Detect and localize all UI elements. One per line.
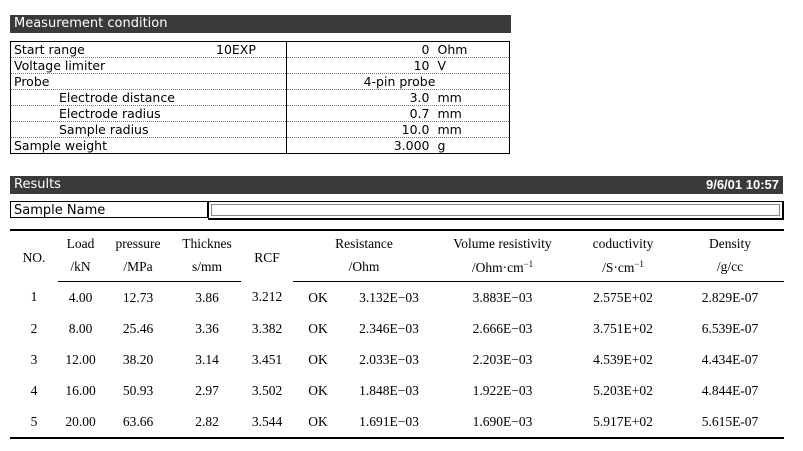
sample-weight-unit: g	[437, 138, 446, 153]
cell-density: 4.434E-07	[701, 351, 759, 367]
cell-status: OK	[308, 351, 328, 367]
col-thickness: Thicknes	[173, 230, 241, 254]
cell-resistance: 3.132E−03	[359, 289, 419, 305]
electrode-radius-unit: mm	[437, 106, 462, 121]
col-density-unit: /g/cc	[676, 254, 784, 282]
sample-name-input-field[interactable]	[211, 204, 780, 216]
electrode-distance-row	[11, 90, 510, 106]
start-range-label-cell	[11, 42, 287, 58]
cell-rcf: 3.451	[251, 351, 283, 367]
sample-radius-row	[11, 122, 510, 138]
cell-density: 5.615E-07	[676, 406, 784, 438]
cell-resistance: 2.033E−03	[359, 351, 419, 367]
electrode-distance-value: 3.0	[409, 90, 430, 105]
electrode-distance-value-cell	[287, 90, 510, 106]
measurement-condition-table	[10, 41, 510, 154]
results-table	[10, 229, 784, 439]
cell-conductivity: 3.751E+02	[593, 320, 653, 336]
cell-volume-resistivity: 1.690E−03	[435, 406, 570, 438]
table-row	[10, 406, 784, 438]
cell-conductivity: 5.917E+02	[570, 406, 676, 438]
col-resistance-unit: /Ohm	[293, 254, 435, 282]
probe-row	[11, 74, 510, 90]
voltage-limiter-value-cell	[287, 58, 510, 74]
cell-rcf: 3.544	[241, 406, 293, 438]
sample-name-input[interactable]	[208, 201, 784, 220]
cell-density: 6.539E-07	[701, 320, 759, 336]
col-volume-resistivity-unit: /Ohm·cm	[471, 259, 524, 275]
cell-conductivity: 4.539E+02	[593, 351, 653, 367]
cell-volume-resistivity: 2.203E−03	[472, 351, 533, 367]
sample-name-label: Sample Name	[10, 201, 208, 218]
voltage-limiter-unit: V	[437, 58, 447, 73]
results-header	[10, 176, 783, 194]
col-resistance: Resistance	[293, 230, 435, 254]
cell-status: OK	[293, 406, 343, 438]
cell-pressure: 38.20	[122, 351, 154, 367]
col-conductivity-unit: /S·cm	[602, 259, 635, 275]
cell-status: OK	[308, 320, 328, 336]
cell-rcf: 3.502	[251, 382, 283, 398]
cell-rcf: 3.212	[251, 289, 283, 305]
col-conductivity-exp: −1	[634, 258, 644, 269]
sample-radius-value: 10.0	[401, 122, 430, 137]
table-row	[10, 344, 784, 375]
measurement-condition-header	[10, 15, 511, 33]
cell-no: 5	[10, 406, 58, 438]
start-range-unit: Ohm	[437, 42, 468, 57]
sample-weight-label: Sample weight	[11, 138, 287, 154]
cell-status: OK	[308, 382, 328, 398]
electrode-radius-value: 0.7	[409, 106, 430, 121]
electrode-radius-value-cell	[287, 106, 510, 122]
cell-resistance: 1.691E−03	[343, 406, 435, 438]
cell-thickness: 2.97	[195, 382, 219, 398]
cell-density: 4.844E-07	[701, 382, 759, 398]
sample-radius-label: Sample radius	[11, 122, 287, 138]
cell-rcf: 3.382	[251, 320, 283, 336]
cell-resistance: 1.848E−03	[359, 382, 419, 398]
col-rcf: RCF	[241, 230, 293, 282]
start-range-value: 0	[421, 42, 430, 57]
cell-pressure: 25.46	[122, 320, 154, 336]
voltage-limiter-value: 10	[413, 58, 430, 73]
electrode-radius-row	[11, 106, 510, 122]
cell-no: 4	[30, 382, 38, 398]
electrode-distance-unit: mm	[437, 90, 462, 105]
cell-thickness: 3.36	[195, 320, 219, 336]
table-row	[10, 282, 784, 314]
cell-conductivity: 5.203E+02	[593, 382, 653, 398]
col-conductivity-unit-cell	[570, 254, 676, 282]
cell-volume-resistivity: 3.883E−03	[472, 289, 533, 305]
col-volume-resistivity-unit-cell	[435, 254, 570, 282]
cell-thickness: 3.86	[195, 289, 219, 305]
sample-weight-value: 3.000	[393, 138, 430, 153]
probe-label: Probe	[11, 74, 287, 90]
cell-load: 4.00	[68, 289, 93, 305]
cell-no: 1	[30, 289, 38, 305]
cell-volume-resistivity: 1.922E−03	[472, 382, 533, 398]
cell-thickness: 2.82	[173, 406, 241, 438]
cell-no: 3	[30, 351, 38, 367]
results-header-row	[10, 230, 784, 254]
measurement-condition-title: Measurement condition	[14, 16, 168, 31]
table-row	[10, 375, 784, 406]
col-load: Load	[58, 230, 103, 254]
results-title: Results	[14, 177, 61, 192]
voltage-limiter-row	[11, 58, 510, 74]
probe-value: 4-pin probe	[287, 74, 510, 90]
start-range-extra: 10EXP	[216, 42, 256, 57]
electrode-distance-label: Electrode distance	[11, 90, 287, 106]
start-range-label: Start range	[14, 42, 85, 57]
col-pressure: pressure	[103, 230, 173, 254]
table-row	[10, 313, 784, 344]
sample-weight-row	[11, 138, 510, 154]
cell-pressure: 50.93	[122, 382, 154, 398]
col-thickness-unit: s/mm	[173, 254, 241, 282]
cell-pressure: 12.73	[122, 289, 154, 305]
col-volume-resistivity-exp: −1	[523, 258, 534, 269]
cell-resistance: 2.346E−03	[359, 320, 419, 336]
start-range-row	[11, 42, 510, 58]
col-volume-resistivity: Volume resistivity	[435, 230, 570, 254]
cell-conductivity: 2.575E+02	[593, 289, 653, 305]
cell-density: 2.829E-07	[701, 289, 759, 305]
electrode-radius-label: Electrode radius	[11, 106, 287, 122]
sample-radius-value-cell	[287, 122, 510, 138]
sample-weight-value-cell	[287, 138, 510, 154]
sample-radius-unit: mm	[437, 122, 462, 137]
cell-load: 8.00	[68, 320, 93, 336]
col-pressure-unit: /MPa	[103, 254, 173, 282]
cell-volume-resistivity: 2.666E−03	[472, 320, 533, 336]
col-no: NO.	[10, 230, 58, 282]
col-conductivity: coductivity	[570, 230, 676, 254]
cell-thickness: 3.14	[195, 351, 219, 367]
cell-status: OK	[308, 289, 328, 305]
start-range-value-cell	[287, 42, 510, 58]
cell-load: 12.00	[65, 351, 96, 367]
cell-load: 16.00	[65, 382, 96, 398]
voltage-limiter-label: Voltage limiter	[11, 58, 287, 74]
results-datetime: 9/6/01 10:57	[705, 177, 779, 192]
cell-no: 2	[30, 320, 38, 336]
cell-load: 20.00	[58, 406, 103, 438]
results-unit-row	[10, 254, 784, 282]
col-load-unit: /kN	[58, 254, 103, 282]
cell-pressure: 63.66	[103, 406, 173, 438]
col-density: Density	[676, 230, 784, 254]
